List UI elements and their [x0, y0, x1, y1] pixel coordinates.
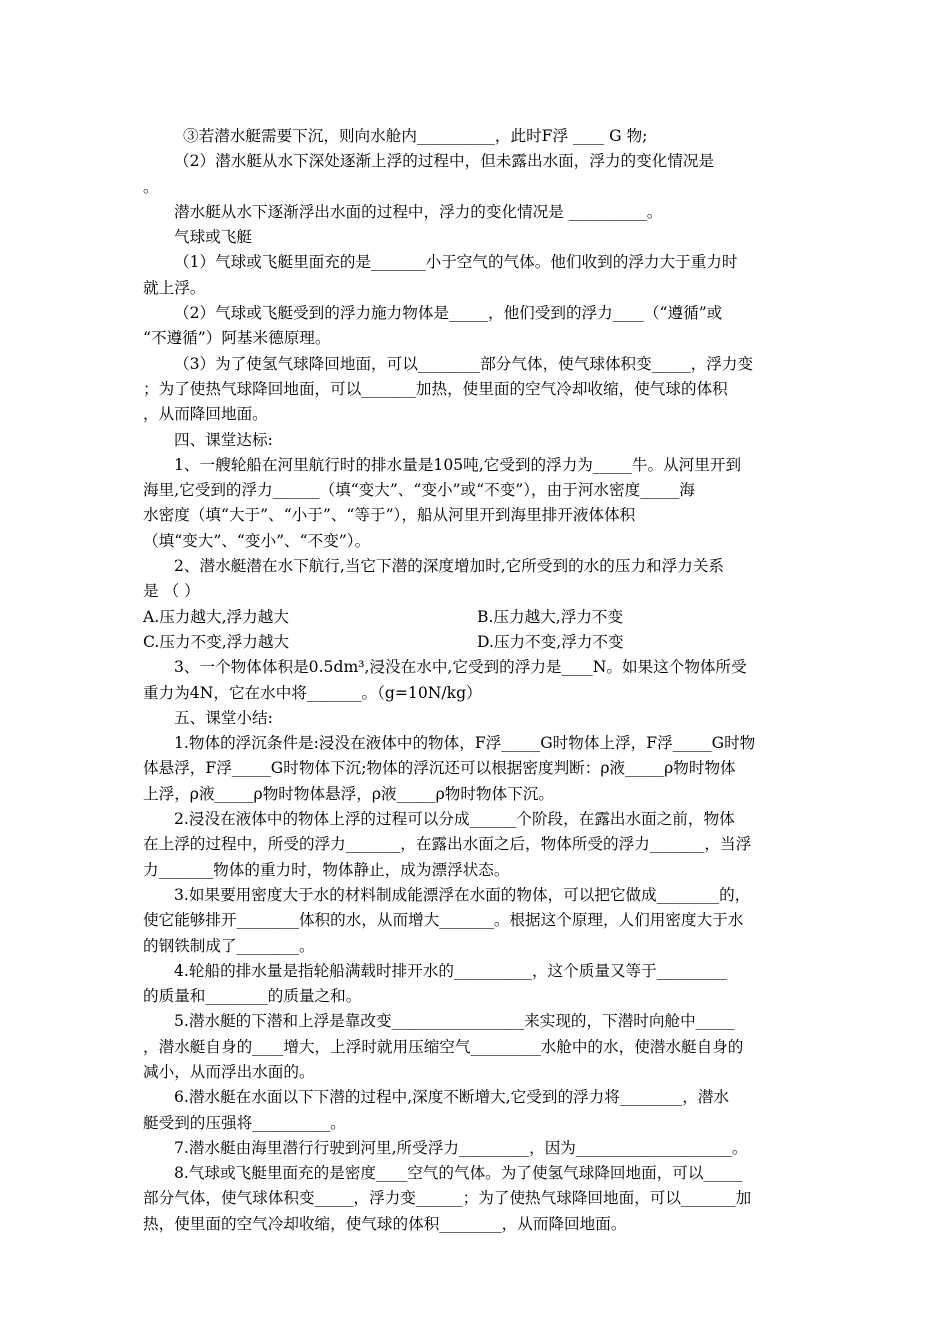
text-line: （3）为了使氢气球降回地面，可以________部分气体，使气球体积变_____，浮力变: [174, 354, 754, 373]
text-line: 力_______物体的重力时，物体静止，成为漂浮状态。: [143, 860, 510, 879]
text-line: 的质量和________的质量之和。: [143, 987, 362, 1006]
text-line: （2）潜水艇从水下深处逐渐上浮的过程中，但未露出水面，浮力的变化情况是: [174, 152, 715, 171]
document-page: [143, 124, 811, 1237]
text-line: 减小，从而浮出水面的。: [143, 1062, 315, 1081]
text-line: ，从而降回地面。: [143, 405, 268, 424]
text-line: 上浮，ρ液_____ρ物时物体悬浮，ρ液_____ρ物时物体下沉。: [143, 784, 554, 803]
section-heading: 气球或飞艇: [174, 228, 252, 247]
text-line: 2、潜水艇潜在水下航行,当它下潜的深度增加时,它所受到的水的压力和浮力关系: [174, 557, 725, 576]
text-line: 5.潜水艇的下潜和上浮是靠改变_________________来实现的，下潜时向舱中_____: [174, 1012, 735, 1031]
text-line: 8.气球或飞艇里面充的是密度____空气的气体。为了使氢气球降回地面，可以_____: [174, 1164, 743, 1183]
text-line: ③若潜水艇需要下沉，则向水舱内__________，此时F浮 ____ G 物;: [183, 127, 648, 145]
text-line: 重力为4N，它在水中将_______。（g=10N/kg）: [143, 683, 482, 702]
text-line: 是 （ ）: [143, 582, 200, 601]
section-heading: 四、课堂达标:: [174, 430, 273, 449]
text-line: 部分气体，使气球体积变_____，浮力变______；为了使热气球降回地面，可以_______加: [143, 1189, 752, 1208]
text-line: 海里,它受到的浮力______（填“变大”、“变小”或“不变”），由于河水密度_____海: [143, 481, 695, 500]
text-line: （2）气球或飞艇受到的浮力施力物体是_____，他们受到的浮力____（“遵循”或: [174, 304, 723, 323]
text-line: （1）气球或飞艇里面充的是_______小于空气的气体。他们收到的浮力大于重力时: [174, 253, 738, 272]
text-line: 2.浸没在液体中的物体上浮的过程可以分成______个阶段，在露出水面之前，物体: [174, 810, 735, 829]
choice-c: C.压力不变,浮力越大: [143, 632, 290, 651]
text-line: 潜水艇从水下逐渐浮出水面的过程中，浮力的变化情况是 __________。: [174, 202, 663, 221]
text-line: 的钢铁制成了________。: [143, 936, 315, 955]
text-line: 1.物体的浮沉条件是:浸没在液体中的物体，F浮_____G时物体上浮，F浮_____G时物: [174, 734, 756, 753]
text-line: 热，使里面的空气冷却收缩，使气球的体积________，从而降回地面。: [143, 1214, 627, 1233]
text-line: 就上浮。: [143, 278, 206, 297]
text-line: ；为了使热气球降回地面，可以_______加热，使里面的空气冷却收缩，使气球的体积: [143, 379, 728, 398]
text-line: 3、一个物体体积是0.5dm³,浸没在水中,它受到的浮力是____N。如果这个物体所受: [174, 658, 747, 677]
text-line: （填“变大”、“变小”、“不变”）。: [143, 531, 371, 550]
text-line: 艇受到的压强将__________。: [143, 1113, 346, 1132]
text-line: 1、一艘轮船在河里航行时的排水量是105吨,它受到的浮力为_____牛。从河里开到: [174, 455, 742, 474]
text-line: ，潜水艇自身的____增大，上浮时就用压缩空气_________水舱中的水，使潜水艇自身的: [143, 1037, 744, 1056]
text-line: 7.潜水艇由海里潜行行驶到河里,所受浮力_________，因为____________________。: [174, 1138, 748, 1157]
choice-row: [143, 605, 811, 630]
text-line: 3.如果要用密度大于水的材料制成能漂浮在水面的物体，可以把它做成________的，: [174, 885, 751, 904]
text-line: 6.潜水艇在水面以下下潜的过程中,深度不断增大,它受到的浮力将________，潜水: [174, 1088, 729, 1107]
choice-a: A.压力越大,浮力越大: [143, 607, 289, 626]
text-line: “不遵循”）阿基米德原理。: [143, 329, 331, 348]
text-line: 使它能够排开________体积的水，从而增大_______。根据这个原理，人们用密度大于水: [143, 911, 744, 930]
text-line: 4.轮船的排水量是指轮船满载时排开水的__________，这个质量又等于_________: [174, 961, 727, 980]
text-line: 。: [143, 177, 159, 196]
choice-b: B.压力越大,浮力不变: [477, 607, 624, 626]
choice-d: D.压力不变,浮力不变: [477, 632, 624, 651]
section-heading: 五、课堂小结:: [174, 708, 273, 727]
text-line: 体悬浮，F浮_____G时物体下沉;物体的浮沉还可以根据密度判断：ρ液_____ρ物时物体: [143, 759, 736, 778]
choice-row: [143, 630, 811, 655]
text-line: 在上浮的过程中，所受的浮力_______，在露出水面之后，物体所受的浮力_______，当浮: [143, 835, 752, 854]
text-line: 水密度（填“大于”、“小于”、“等于”），船从河里开到海里排开液体体积: [143, 506, 636, 525]
